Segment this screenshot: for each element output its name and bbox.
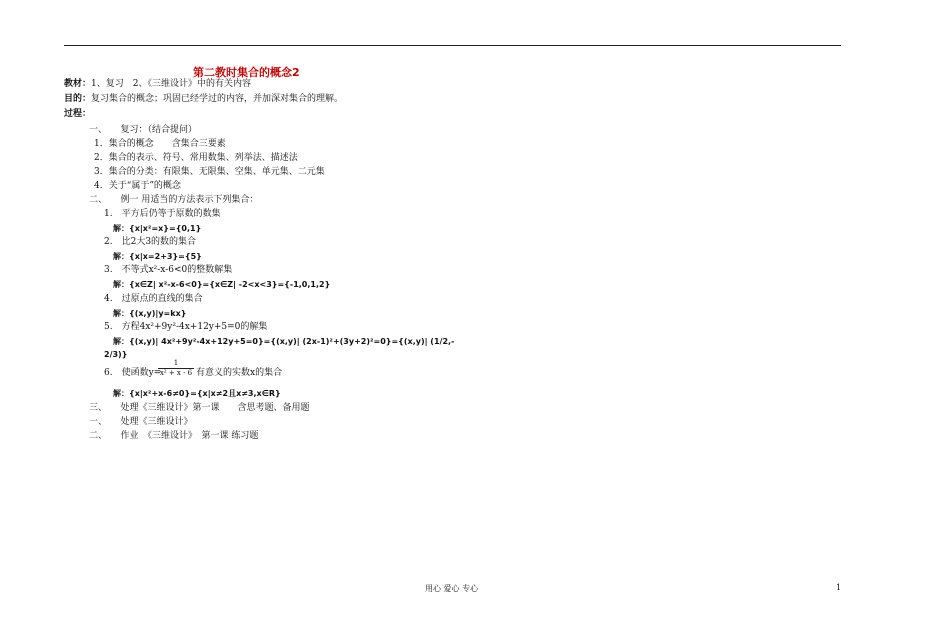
textbook-line — [64, 79, 251, 90]
page-number: 1 — [836, 583, 842, 592]
review-item-2: 2．集合的表示、符号、常用数集、列举法、描述法 — [94, 153, 298, 163]
section5: 二、 作业 《三维设计》 第一课 练习题 — [89, 431, 259, 441]
textbook-text: 1、复习 2、《三维设计》中的有关内容 — [91, 79, 251, 89]
solution-1: 解：{x|x²=x}={0,1} — [113, 224, 202, 233]
header-rule — [64, 45, 841, 46]
solution-2: 解：{x|x=2+3}={5} — [113, 252, 202, 261]
solution-3: 解：{x∈Z| x²-x-6<0}={x∈Z| -2<x<3}={-1,0,1,2} — [113, 280, 331, 289]
page-title: 第二教时集合的概念2 — [193, 66, 300, 79]
solution-4: 解：{(x,y)|y=kx} — [113, 309, 187, 318]
section4: 一、 处理《三维设计》 — [89, 417, 193, 427]
section1-heading: 一、 复习：（结合提问） — [89, 125, 198, 135]
problem-6-prefix: 6. 使函数y= — [104, 368, 162, 378]
goal-line — [64, 94, 343, 105]
review-item-3: 3．集合的分类：有限集、无限集、空集、单元集、二元集 — [94, 167, 325, 177]
review-item-4: 4．关于“属于”的概念 — [94, 181, 181, 191]
fraction-numerator: 1 — [158, 359, 194, 369]
review-item-1: 1．集合的概念 含集合三要素 — [94, 139, 226, 149]
problem-1: 1. 平方后仍等于原数的数集 — [104, 209, 221, 219]
solution-6: 解：{x|x²+x-6≠0}={x|x≠2且x≠3,x∈R} — [113, 389, 281, 398]
goal-text: 复习集合的概念；巩固已经学过的内容，并加深对集合的理解。 — [91, 94, 344, 104]
problem-2: 2. 比2大3的数的集合 — [104, 237, 197, 247]
solution-5-cont: 2/3)} — [104, 350, 128, 359]
solution-5: 解：{(x,y)| 4x²+9y²-4x+12y+5=0}={(x,y)| (2x-1)²+(3y+2)²=0}={(x,y)| (1/2,- — [113, 337, 455, 346]
fraction-denominator: x² + x - 6 — [159, 369, 193, 377]
process-label: 过程： — [64, 109, 92, 119]
section2-heading: 二、 例一 用适当的方法表示下列集合： — [89, 195, 259, 205]
textbook-label: 教材： — [64, 79, 92, 89]
problem-4: 4. 过原点的直线的集合 — [104, 294, 203, 304]
problem-5: 5. 方程4x²+9y²-4x+12y+5=0的解集 — [104, 322, 268, 332]
problem-3: 3. 不等式x²-x-6<0的整数解集 — [104, 265, 233, 275]
problem-6-suffix: 有意义的实数x的集合 — [196, 368, 283, 378]
section3: 三、 处理《三维设计》第一课 含思考题、备用题 — [89, 403, 310, 413]
footer-motto: 用心 爱心 专心 — [425, 584, 479, 593]
goal-label: 目的： — [64, 94, 92, 104]
fraction — [158, 359, 194, 378]
